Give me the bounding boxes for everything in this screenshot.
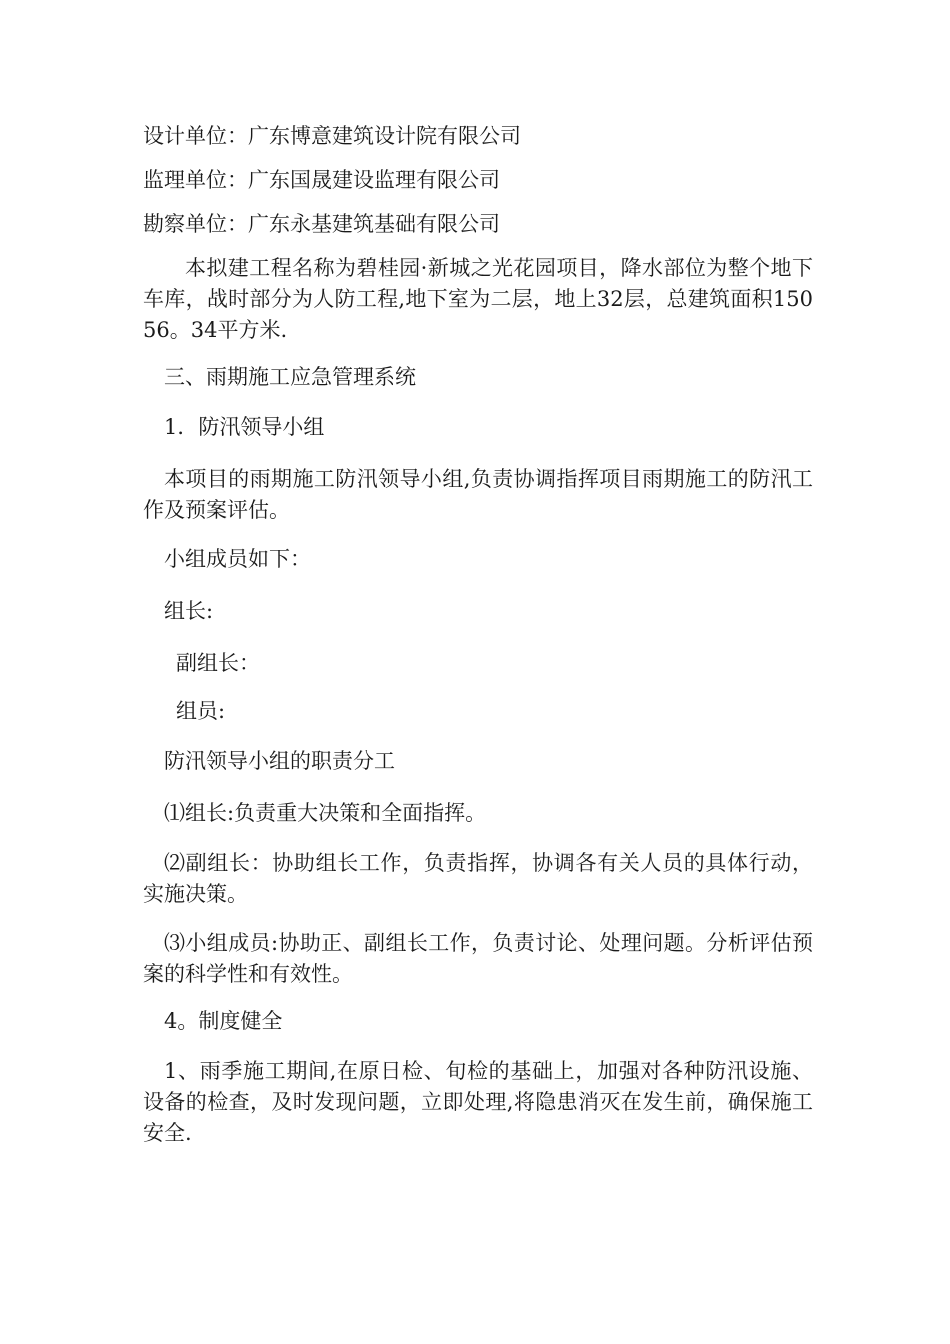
members-intro-line: 小组成员如下： xyxy=(164,547,311,571)
survey-unit-line: 勘察单位：广东永基建筑基础有限公司 xyxy=(143,212,500,236)
member-label: 组员: xyxy=(176,699,226,723)
section-3-heading: 三、雨期施工应急管理系统 xyxy=(164,365,416,389)
deputy-leader-label: 副组长： xyxy=(176,651,260,675)
duty-3-paragraph: ⑶小组成员:协助正、副组长工作，负责讨论、处理问题。分析评估预案的科学性和有效性。 xyxy=(143,931,813,986)
subsection-1-heading: 1．防汛领导小组 xyxy=(164,415,325,439)
duty-2-paragraph: ⑵副组长：协助组长工作，负责指挥，协调各有关人员的具体行动，实施决策。 xyxy=(143,851,813,906)
project-intro-paragraph: 本拟建工程名称为碧桂园·新城之光花园项目，降水部位为整个地下车库，战时部分为人防工程,地下室为二层，地上32层，总建筑面积15056。34平方米. xyxy=(143,256,813,342)
duties-heading: 防汛领导小组的职责分工 xyxy=(164,749,395,773)
leader-label: 组长: xyxy=(164,599,214,623)
subsection-1-paragraph: 本项目的雨期施工防汛领导小组,负责协调指挥项目雨期施工的防汛工作及预案评估。 xyxy=(143,467,813,522)
subsection-4-heading: 4。制度健全 xyxy=(164,1009,283,1033)
rule-1-paragraph: 1、雨季施工期间,在原日检、旬检的基础上，加强对各种防汛设施、设备的检查，及时发现问题，立即处理,将隐患消灭在发生前，确保施工安全. xyxy=(143,1059,813,1145)
duty-1-line: ⑴组长:负责重大决策和全面指挥。 xyxy=(164,801,487,825)
design-unit-line: 设计单位：广东博意建筑设计院有限公司 xyxy=(143,124,521,148)
supervision-unit-line: 监理单位：广东国晟建设监理有限公司 xyxy=(143,168,500,192)
